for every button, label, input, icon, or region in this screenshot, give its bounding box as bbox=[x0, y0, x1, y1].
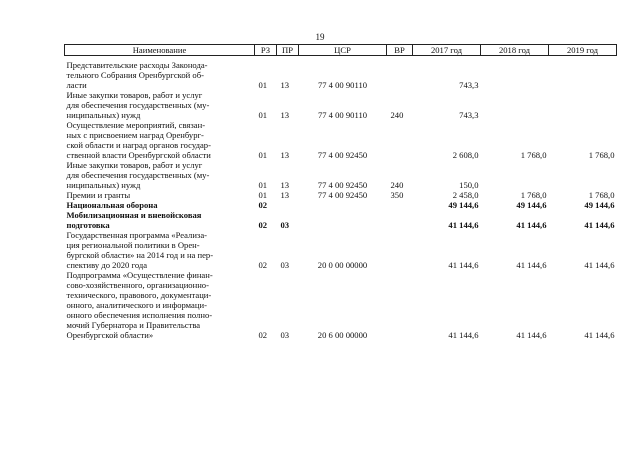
row-name-line: Оренбургской области» bbox=[66, 329, 154, 340]
row-csr: 77 4 00 92450 bbox=[317, 189, 368, 200]
table-row bbox=[65, 270, 617, 340]
row-name-line: для обеспечения государственных (му- bbox=[66, 169, 210, 180]
row-rz: 01 bbox=[258, 179, 268, 190]
row-rz: 01 bbox=[258, 189, 268, 200]
row-rz: 02 bbox=[258, 259, 268, 270]
row-name-line: спективу до 2020 года bbox=[66, 259, 148, 270]
row-rz: 02 bbox=[258, 219, 268, 230]
table-row bbox=[65, 210, 617, 230]
row-name bbox=[65, 160, 255, 190]
row-csr: 77 4 00 90110 bbox=[317, 109, 368, 120]
row-name-line: Национальная оборона bbox=[66, 199, 158, 210]
row-2018: 49 144,6 bbox=[516, 199, 547, 210]
row-name-line: Иные закупки товаров, работ и услуг bbox=[66, 89, 203, 100]
row-vr bbox=[387, 200, 413, 210]
header-rz: РЗ bbox=[255, 45, 277, 56]
row-2017: 150,0 bbox=[459, 179, 479, 190]
row-vr: 240 bbox=[390, 109, 404, 120]
row-name bbox=[65, 190, 255, 200]
row-vr bbox=[387, 270, 413, 340]
row-2019 bbox=[549, 160, 617, 190]
row-2019 bbox=[549, 60, 617, 90]
row-name-line: для обеспечения государственных (му- bbox=[66, 99, 210, 110]
row-2017: 41 144,6 bbox=[448, 259, 479, 270]
row-name-line: бургской области» на 2014 год и на пер- bbox=[66, 249, 214, 260]
row-2018: 1 768,0 bbox=[520, 189, 547, 200]
row-2018: 41 144,6 bbox=[516, 259, 547, 270]
row-pr: 03 bbox=[280, 259, 290, 270]
row-rz: 02 bbox=[258, 329, 268, 340]
table-row bbox=[65, 120, 617, 160]
row-name-line: Государственная программа «Реализа- bbox=[66, 229, 208, 240]
row-pr: 03 bbox=[280, 329, 290, 340]
row-csr: 77 4 00 90110 bbox=[317, 79, 368, 90]
row-name-line: Иные закупки товаров, работ и услуг bbox=[66, 159, 203, 170]
row-name bbox=[65, 270, 255, 340]
header-2019: 2019 год bbox=[549, 45, 617, 56]
row-pr: 13 bbox=[280, 109, 290, 120]
row-csr bbox=[299, 200, 387, 210]
row-csr bbox=[299, 210, 387, 230]
table-row bbox=[65, 190, 617, 200]
row-name-line: Мобилизационная и вневойсковая bbox=[66, 209, 202, 220]
row-vr bbox=[387, 210, 413, 230]
row-pr: 03 bbox=[280, 219, 290, 230]
row-name-line: технического, правового, документаци- bbox=[66, 289, 212, 300]
row-pr bbox=[277, 200, 299, 210]
row-2017: 2 458,0 bbox=[452, 189, 479, 200]
row-csr: 77 4 00 92450 bbox=[317, 179, 368, 190]
row-2018 bbox=[481, 160, 549, 190]
table-row bbox=[65, 160, 617, 190]
table-row bbox=[65, 200, 617, 210]
row-vr bbox=[387, 120, 413, 160]
row-2019: 41 144,6 bbox=[584, 329, 615, 340]
row-rz: 02 bbox=[258, 199, 268, 210]
row-name bbox=[65, 90, 255, 120]
row-name-line: Премии и гранты bbox=[66, 189, 131, 200]
row-name-line: тельного Собрания Оренбургской об- bbox=[66, 69, 204, 80]
row-name-line: ция региональной политики в Орен- bbox=[66, 239, 200, 250]
row-name bbox=[65, 60, 255, 90]
row-name-line: ных с присвоением наград Оренбург- bbox=[66, 129, 204, 140]
header-2017: 2017 год bbox=[413, 45, 481, 56]
row-name-line: онного обеспечения исполнения полно- bbox=[66, 309, 213, 320]
row-2017: 743,3 bbox=[459, 79, 479, 90]
table-row bbox=[65, 60, 617, 90]
row-pr: 13 bbox=[280, 189, 290, 200]
row-pr: 13 bbox=[280, 149, 290, 160]
row-vr: 240 bbox=[390, 179, 404, 190]
header-vr: ВР bbox=[387, 45, 413, 56]
row-2017: 41 144,6 bbox=[448, 219, 479, 230]
row-vr: 350 bbox=[390, 189, 404, 200]
row-name-line: ской области и наград органов государ- bbox=[66, 139, 211, 150]
header-csr: ЦСР bbox=[299, 45, 387, 56]
row-2017: 743,3 bbox=[459, 109, 479, 120]
row-name-line: мочий Губернатора и Правительства bbox=[66, 319, 201, 330]
row-vr bbox=[387, 230, 413, 270]
row-2019: 1 768,0 bbox=[588, 189, 615, 200]
row-name bbox=[65, 230, 255, 270]
row-name-line: онного, аналитического и информаци- bbox=[66, 299, 207, 310]
row-2017: 41 144,6 bbox=[448, 329, 479, 340]
row-2018: 41 144,6 bbox=[516, 329, 547, 340]
row-2018 bbox=[481, 90, 549, 120]
row-name-line: сово-хозяйственного, организационно- bbox=[66, 279, 209, 290]
row-name-line: Подпрограмма «Осуществление финан- bbox=[66, 269, 213, 280]
row-2019: 41 144,6 bbox=[584, 219, 615, 230]
row-pr: 13 bbox=[280, 179, 290, 190]
row-rz: 01 bbox=[258, 79, 268, 90]
row-name bbox=[65, 200, 255, 210]
row-csr: 77 4 00 92450 bbox=[317, 149, 368, 160]
table-body bbox=[65, 56, 617, 340]
header-pr: ПР bbox=[277, 45, 299, 56]
table-row bbox=[65, 90, 617, 120]
row-2017: 49 144,6 bbox=[448, 199, 479, 210]
row-name bbox=[65, 120, 255, 160]
header-name: Наименование bbox=[65, 45, 255, 56]
row-name-line: ниципальных) нужд bbox=[66, 179, 141, 190]
row-csr: 20 6 00 00000 bbox=[317, 329, 368, 340]
row-2018: 1 768,0 bbox=[520, 149, 547, 160]
row-2019 bbox=[549, 90, 617, 120]
row-2018 bbox=[481, 60, 549, 90]
row-2019: 41 144,6 bbox=[584, 259, 615, 270]
row-name-line: ственной власти Оренбургской области bbox=[66, 149, 211, 160]
row-2017: 2 608,0 bbox=[452, 149, 479, 160]
header-2018: 2018 год bbox=[481, 45, 549, 56]
row-csr: 20 0 00 00000 bbox=[317, 259, 368, 270]
table-header-row bbox=[65, 45, 617, 56]
row-rz: 01 bbox=[258, 109, 268, 120]
row-vr bbox=[387, 60, 413, 90]
row-2019: 1 768,0 bbox=[588, 149, 615, 160]
row-name bbox=[65, 210, 255, 230]
table-row bbox=[65, 230, 617, 270]
row-rz: 01 bbox=[258, 149, 268, 160]
row-2018: 41 144,6 bbox=[516, 219, 547, 230]
row-name-line: подготовка bbox=[66, 219, 110, 230]
row-name-line: ласти bbox=[66, 79, 87, 90]
row-pr: 13 bbox=[280, 79, 290, 90]
row-name-line: ниципальных) нужд bbox=[66, 109, 141, 120]
page-number: 19 bbox=[315, 32, 325, 42]
row-2019: 49 144,6 bbox=[584, 199, 615, 210]
row-name-line: Осуществление мероприятий, связан- bbox=[66, 119, 206, 130]
row-name-line: Представительские расходы Законода- bbox=[66, 59, 208, 70]
budget-table bbox=[64, 44, 617, 340]
